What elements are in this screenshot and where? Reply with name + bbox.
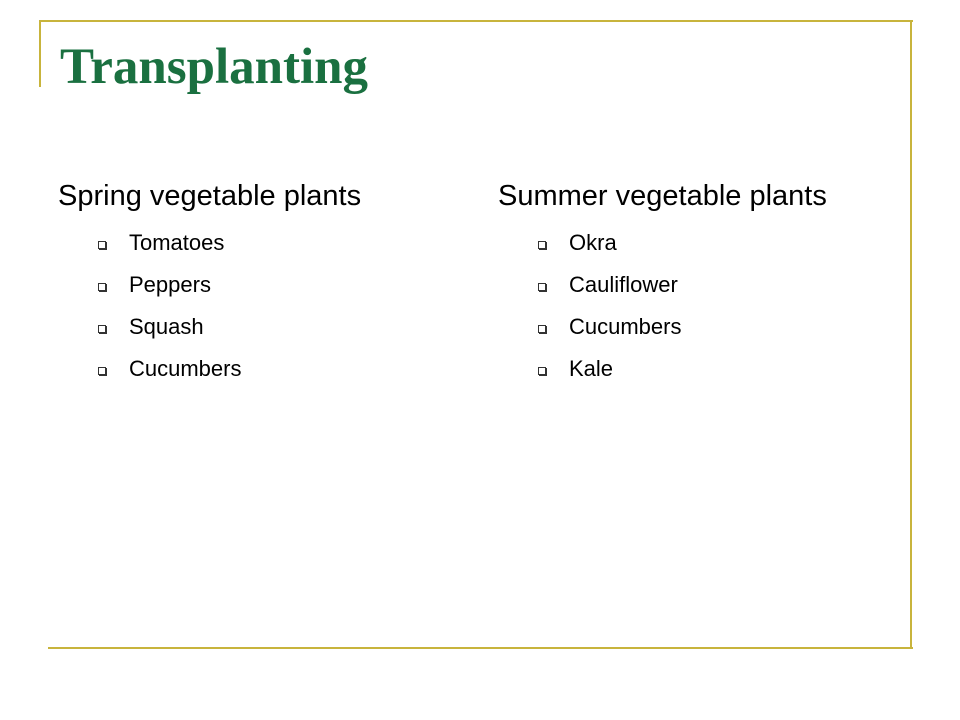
list-item-label: Squash	[129, 314, 204, 339]
list-item	[498, 222, 898, 264]
list-item	[498, 306, 898, 348]
square-bullet-icon	[98, 283, 106, 291]
spring-list	[58, 222, 458, 390]
square-bullet-icon	[98, 241, 106, 249]
list-item	[58, 222, 458, 264]
slide-title: Transplanting	[60, 39, 368, 95]
list-item	[498, 348, 898, 390]
square-bullet-icon	[538, 325, 546, 333]
list-item	[498, 264, 898, 306]
list-item	[58, 348, 458, 390]
list-item-label: Cucumbers	[129, 356, 242, 381]
top-accent-rule	[40, 20, 913, 22]
square-bullet-icon	[538, 241, 546, 249]
list-item	[58, 306, 458, 348]
list-item-label: Peppers	[129, 272, 211, 297]
list-item	[58, 264, 458, 306]
list-item-label: Cauliflower	[569, 272, 678, 297]
summer-column	[498, 174, 898, 390]
right-accent-rule	[910, 20, 912, 648]
spring-column	[58, 174, 458, 390]
list-item-label: Kale	[569, 356, 614, 381]
square-bullet-icon	[538, 283, 546, 291]
square-bullet-icon	[98, 325, 106, 333]
list-item-label: Cucumbers	[569, 314, 682, 339]
list-item-label: Tomatoes	[129, 230, 225, 255]
spring-heading: Spring vegetable plants	[58, 180, 362, 212]
square-bullet-icon	[98, 367, 106, 375]
left-accent-rule	[39, 20, 41, 87]
summer-list	[498, 222, 898, 390]
list-item-label: Okra	[569, 230, 617, 255]
square-bullet-icon	[538, 367, 546, 375]
summer-heading: Summer vegetable plants	[498, 180, 827, 212]
bottom-accent-rule	[48, 647, 913, 649]
